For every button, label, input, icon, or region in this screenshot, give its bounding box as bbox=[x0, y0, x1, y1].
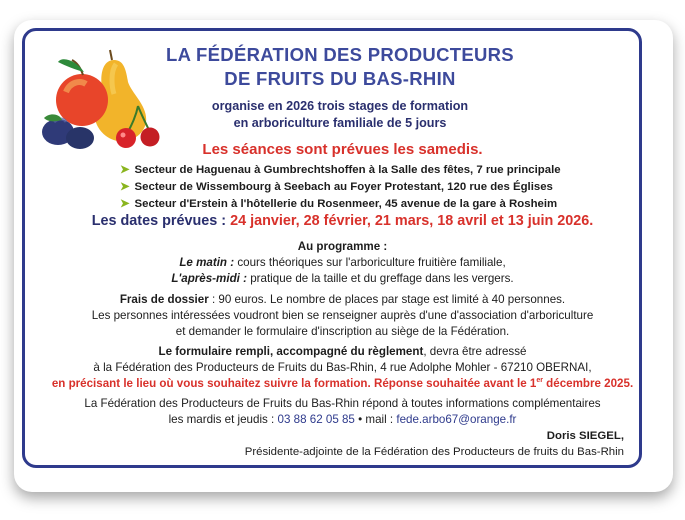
arrow-right-icon: ➤ bbox=[120, 164, 130, 176]
subtitle-line-2: en arboriculture familiale de 5 jours bbox=[233, 116, 447, 130]
deadline-line: en précisant le lieu où vous souhaitez suivre la formation. Réponse souhaitée avant le 1er décembre 2025. bbox=[51, 377, 634, 390]
address-line: à la Fédération des Producteurs de Fruits du Bas-Rhin, 4 rue Adolphe Mohler - 67210 OBERNAI, bbox=[93, 361, 592, 374]
title-line-1: LA FÉDÉRATION DES PRODUCTEURS bbox=[166, 44, 514, 65]
programme-afternoon: L'après-midi : pratique de la taille et du greffage dans les vergers. bbox=[171, 272, 514, 285]
email-link[interactable]: fede.arbo67@orange.fr bbox=[396, 413, 517, 426]
sector-list bbox=[120, 162, 620, 213]
arrow-right-icon: ➤ bbox=[120, 198, 130, 210]
sector-item: ➤ Secteur de Wissembourg à Seebach au Foyer Protestant, 120 rue des Églises bbox=[120, 181, 553, 193]
contact-line-1: La Fédération des Producteurs de Fruits du Bas-Rhin répond à toutes informations complémentaires bbox=[84, 397, 601, 410]
form-line: Le formulaire rempli, accompagné du règlement, devra être adressé bbox=[158, 345, 527, 358]
fees-line: Frais de dossier : 90 euros. Le nombre de places par stage est limité à 40 personnes. bbox=[119, 293, 566, 306]
info-line-2: et demander le formulaire d'inscription au siège de la Fédération. bbox=[175, 325, 510, 338]
dates-label: Les dates prévues : bbox=[91, 213, 227, 229]
sector-item: ➤ Secteur de Haguenau à Gumbrechtshoffen à la Salle des fêtes, 7 rue principale bbox=[120, 164, 561, 176]
dates-line bbox=[0, 213, 685, 229]
subtitle-line-1: organise en 2026 trois stages de formation bbox=[211, 99, 469, 113]
title-line-2: DE FRUITS DU BAS-RHIN bbox=[224, 68, 456, 89]
sector-item: ➤ Secteur d'Erstein à l'hôtellerie du Rosenmeer, 45 avenue de la gare à Rosheim bbox=[120, 198, 558, 210]
arrow-right-icon: ➤ bbox=[120, 181, 130, 193]
programme-heading: Au programme : bbox=[297, 240, 388, 253]
phone-number[interactable]: 03 88 62 05 85 bbox=[277, 413, 355, 426]
dates-value: 24 janvier, 28 février, 21 mars, 18 avril et 13 juin 2026. bbox=[230, 213, 594, 229]
signer-name: Doris SIEGEL, bbox=[546, 430, 624, 442]
signer-title: Présidente-adjointe de la Fédération des Producteurs de fruits du Bas-Rhin bbox=[244, 446, 624, 458]
info-line-1: Les personnes intéressées voudront bien se renseigner auprès d'une d'association d'arboriculture bbox=[91, 309, 594, 322]
programme-morning: Le matin : cours théoriques sur l'arboriculture fruitière familiale, bbox=[179, 256, 506, 269]
contact-line-2: les mardis et jeudis : 03 88 62 05 85 • mail : fede.arbo67@orange.fr bbox=[168, 413, 517, 426]
saturdays-heading: Les séances sont prévues les samedis. bbox=[202, 141, 483, 158]
